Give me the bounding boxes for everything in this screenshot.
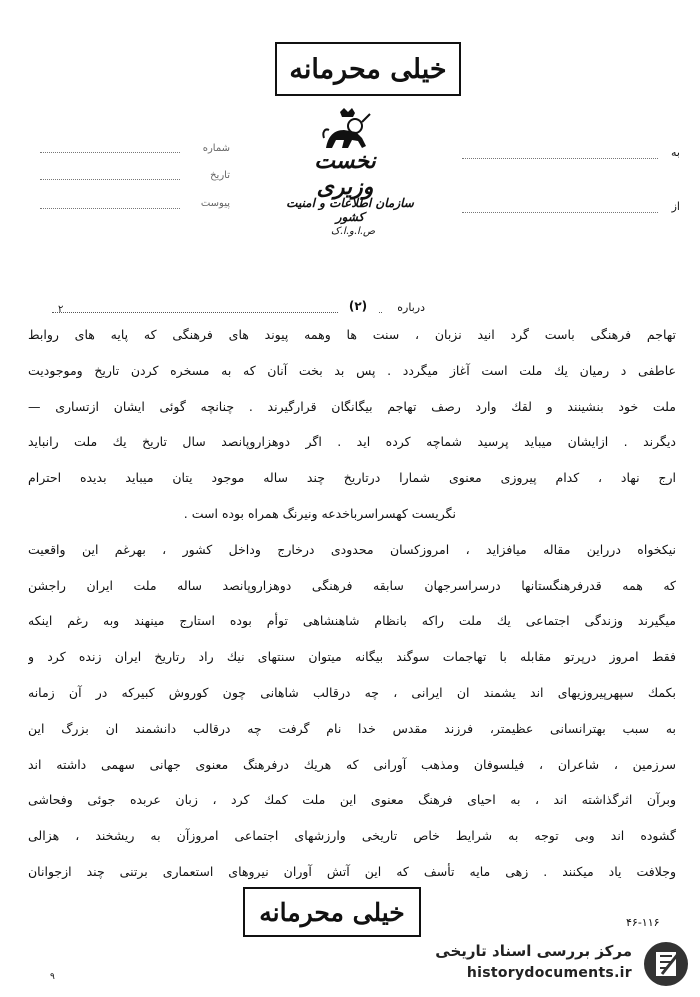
ministry-title: نخست وزیری bbox=[314, 148, 376, 200]
date-field-line bbox=[40, 179, 180, 180]
attachment-label: پیوست bbox=[200, 198, 230, 209]
body-line: وبرآن اثرگذاشته اند ، به احیای فرهنگ معنوی این ملت کمك کرد ، زبان عربده جوئی وفحاشی bbox=[28, 792, 676, 808]
body-line: دیگرند . ازایشان میباید پرسید شماچه کرده اید . اگر دوهزاروپانصد سال تاریخ یك ملت رانباید bbox=[28, 434, 676, 450]
body-line: نیکخواه درراین مقاله میافزاید ، امروزکسان محدودی درخارج وداخل کشور ، بهرغم این واقعیت bbox=[28, 541, 676, 557]
body-line: عاطفی د رمیان یك ملت است آغاز میگردد . پس بد بخت آنان که به مسخره کردن تاریخ وموجودیت bbox=[28, 362, 676, 378]
body-line: ملت خود بنشینند و لقك وارد رصف تهاجم بیگانگان قرارگیرند . چنانچه گوئی ایشان ازتساری — bbox=[28, 398, 676, 414]
bottom-mark: ۹ bbox=[50, 972, 55, 982]
attachment-field-line bbox=[40, 208, 180, 209]
margin-mark: ۲ bbox=[58, 304, 64, 315]
body-line: تهاجم فرهنگی باست گرد انید نزبان ، سنت ها وهمه پیوند های فرهنگی که پایه های روابط bbox=[28, 327, 676, 342]
watermark-title: مرکز بررسی اسناد تاریخی bbox=[435, 942, 632, 960]
number-field-line bbox=[40, 152, 180, 153]
letter-body bbox=[28, 318, 676, 891]
date-label: تاریخ bbox=[210, 170, 230, 181]
watermark-url: historydocuments.ir bbox=[466, 965, 632, 981]
body-line: ارج نهاد ، کدام پیروزی معنوی شمارا درتاریخ چند ساله موجود یتان میباید بدیده احترام bbox=[28, 470, 676, 486]
from-field-line bbox=[462, 212, 658, 213]
body-line: گشوده اند وبی توجه به شرایط خاص تاریخی وارزشهای اجتماعی امروزآن به ریشخند ، هزالی bbox=[28, 828, 676, 844]
number-label: شماره bbox=[202, 143, 230, 154]
lion-and-sun-emblem-icon bbox=[322, 108, 372, 152]
subject-line bbox=[52, 312, 382, 313]
to-label: به bbox=[671, 146, 680, 159]
body-line: که همه قدرفرهنگستانها درسراسرجهان سابقه فرهنگی دوهزاروپانصد ساله ملت ایران راجشن bbox=[28, 577, 676, 593]
body-line: وجلافت یاد میکنند . زهی مایه تأسف که این آتش آوران نیروهای استعماری برتنی چند ازجوانان bbox=[28, 863, 676, 879]
from-label: از bbox=[671, 200, 680, 213]
to-field-line bbox=[462, 158, 658, 159]
body-line: میگیرند وزندگی اجتماعی یك ملت راکه بانظام شاهنشاهی توأم بوده استارج مینهند وبه رغم اینکه bbox=[28, 613, 676, 629]
body-line: فقط امروز درپرتو مقابله با تهاجمات سوگند بیگانه میتوان سنتهای نیك راد رتاریخ ایران زنده کرد و bbox=[28, 649, 676, 665]
body-line: بکمك سپهرپیروزیهای اند یشمند ان ایرانی ، چه درقالب شاهانی چون کوروش کبیرکه در آن زمانه bbox=[28, 684, 676, 700]
secrecy-stamp-bottom: خیلی محرمانه bbox=[243, 887, 421, 937]
secrecy-stamp-top: خیلی محرمانه bbox=[275, 42, 461, 96]
organization-name: سازمان اطلاعات و امنیت کشور bbox=[286, 196, 414, 224]
body-line: سرزمین ، شاعران ، فیلسوفان ومذهب آورانی که هریك درفرهنگ معنوی جهانی سهمی داشته اند bbox=[28, 756, 676, 772]
page-number: (۲) bbox=[338, 299, 378, 313]
subject-label: درباره bbox=[397, 301, 425, 314]
body-line: نگریست کهسراسرباخدعه ونیرنگ همراه بوده است . bbox=[183, 505, 456, 521]
organization-code: ص.ا.و.ا.ک bbox=[330, 226, 376, 237]
archive-watermark bbox=[418, 938, 690, 990]
body-line: به سبب بهترانسانی عظیمتر، فرزند مقدس خدا نام گرفت چه درقالب دانشمند ان بزرگ این bbox=[28, 720, 676, 736]
document-number: ۴۶-۱۱۶ bbox=[626, 916, 660, 929]
archive-logo-icon bbox=[642, 940, 690, 988]
